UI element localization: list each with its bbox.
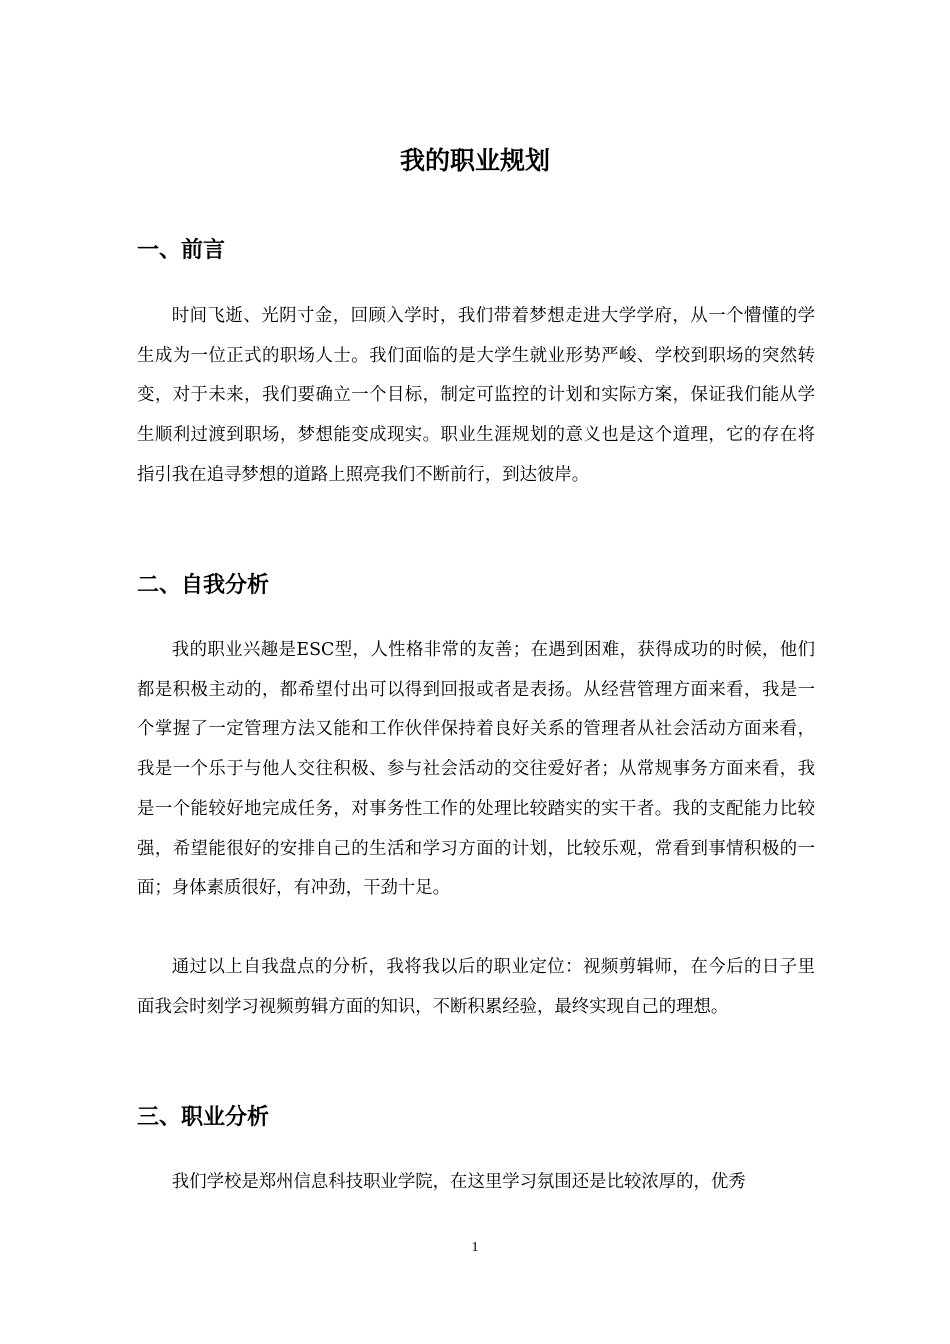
career-analysis-paragraph: 我们学校是郑州信息科技职业学院，在这里学习氛围还是比较浓厚的，优秀 [171, 1172, 746, 1192]
document-title: 我的职业规划 [399, 146, 550, 175]
preface-paragraph: 时间飞逝、光阴寸金，回顾入学时，我们带着梦想走进大学学府，从一个懵懂的学生成为一位正式的职场人士。我们面临的是大学生就业形势严峻、学校到职场的突然转变，对于未来，我们要确立一个目标，制定可监控的计划和实际方案，保证我们能从学生顺利过渡到职场，梦想能变成现实。职业生涯规划的意义也是这个道理，它的存在将指引我在追寻梦想的道路上照亮我们不断前行，到达彼岸。 [137, 306, 815, 485]
page-number: 1 [471, 1240, 479, 1255]
section-heading-preface: 一、前言 [137, 238, 226, 263]
section-heading-self-analysis: 二、自我分析 [137, 573, 270, 598]
self-analysis-paragraph-2: 通过以上自我盘点的分析，我将我以后的职业定位：视频剪辑师，在今后的日子里面我会时刻学习视频剪辑方面的知识，不断积累经验，最终实现自己的理想。 [137, 957, 815, 1017]
section-heading-career-analysis: 三、职业分析 [137, 1105, 270, 1130]
self-analysis-paragraph-1: 我的职业兴趣是ESC型，人性格非常的友善；在遇到困难，获得成功的时候，他们都是积极主动的，都希望付出可以得到回报或者是表扬。从经营管理方面来看，我是一个掌握了一定管理方法又能和工作伙伴保持着良好关系的管理者从社会活动方面来看，我是一个乐于与他人交往积极、参与社会活动的交往爱好者；从常规事务方面来看，我是一个能较好地完成任务，对事务性工作的处理比较踏实的实干者。我的支配能力比较强，希望能很好的安排自己的生活和学习方面的计划，比较乐观，常看到事情积极的一面；身体素质很好，有冲劲，干劲十足。 [137, 640, 815, 899]
